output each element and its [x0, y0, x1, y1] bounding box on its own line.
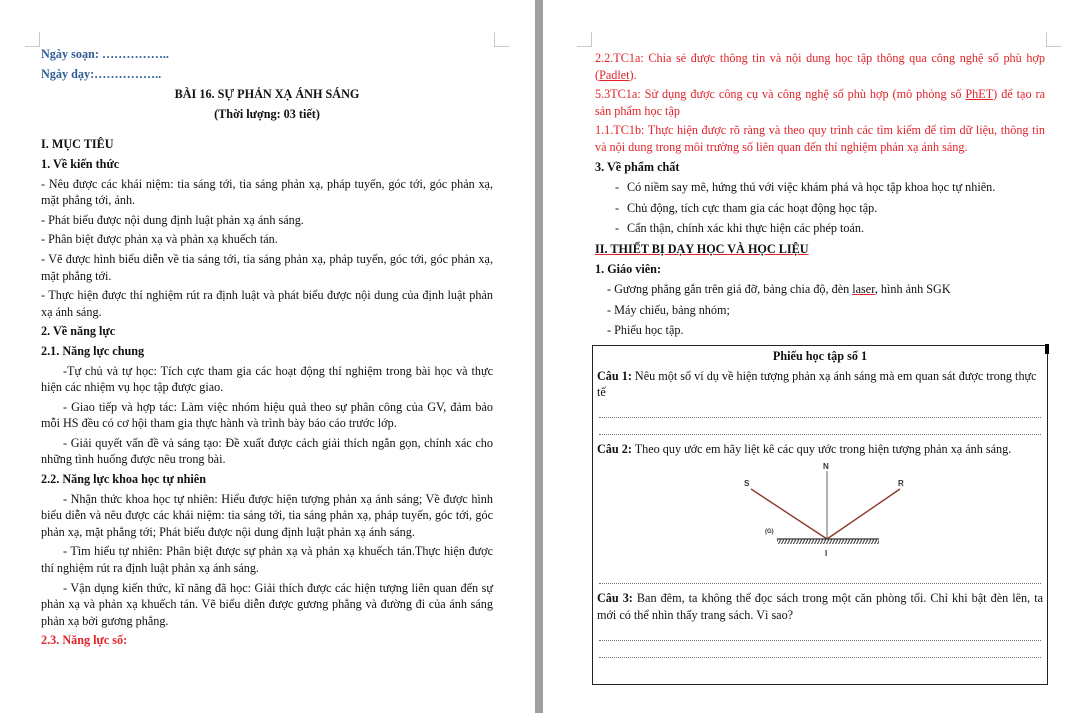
answer-line[interactable]: [599, 641, 1041, 658]
question-3: Câu 3: Ban đêm, ta không thể đọc sách trong một căn phòng tối. Chỉ khi bật đèn lên, ta mới có thể nhìn thấy trang sách. Vì sao?: [597, 591, 1044, 622]
teacher-item: - Máy chiếu, bảng nhóm;: [607, 302, 730, 317]
general-competence-item: -Tự chủ và tự học: Tích cực tham gia các hoạt động thí nghiệm trong bài học và thực hiện các nhiệm vụ học tập được giao.: [41, 363, 493, 395]
general-competence-item: - Giao tiếp và hợp tác: Làm việc nhóm hiệu quả theo sự phân công của GV, đảm bảo mỗi HS đều có cơ hội tham gia thực hành và trình bày báo cáo trước lớp.: [41, 399, 493, 431]
knowledge-item: - Phân biệt được phản xạ và phản xạ khuếch tán.: [41, 232, 278, 247]
heading-digital-competence: 2.3. Năng lực số:: [41, 633, 128, 648]
label-i: I: [825, 549, 828, 559]
heading-general-competence: 2.1. Năng lực chung: [41, 343, 145, 358]
quality-item: - Có niềm say mê, hứng thú với việc khám phá và học tập khoa học tự nhiên.: [595, 179, 1045, 196]
answer-line[interactable]: [599, 401, 1041, 418]
incident-ray: [751, 489, 827, 539]
lesson-duration: (Thời lượng: 03 tiết): [214, 106, 320, 121]
label-r: R: [898, 479, 904, 489]
prep-date: Ngày soạn: ……………..: [41, 47, 169, 61]
knowledge-item: - Phát biểu được nội dung định luật phản xạ ánh sáng.: [41, 212, 304, 227]
reflection-diagram: [727, 461, 927, 561]
general-competence-item: - Giải quyết vấn đề và sáng tạo: Đề xuất được cách giải thích ngắn gọn, chính xác cho những tình huống được nêu trong bài.: [41, 435, 493, 467]
quality-item: - Cẩn thận, chính xác khi thực hiện các phép toán.: [595, 220, 1045, 237]
heading-quality: 3. Về phẩm chất: [595, 159, 680, 174]
heading-competence: 2. Về năng lực: [41, 324, 116, 339]
document-page-left: [0, 0, 535, 713]
science-competence-item: - Nhận thức khoa học tự nhiên: Hiểu được hiện tượng phản xạ ánh sáng; Về được hình biểu diễn và nêu được các khái niệm: tia sáng tới, tia sáng phản xạ, pháp tuyến, góc tới, góc phản xạ, mặt phẳng tới; Phát biểu được nội dung định luật phản xạ ánh sáng.: [41, 491, 493, 539]
teacher-item: - Gương phẳng gắn trên giá đỡ, bảng chia độ, đèn laser, hình ảnh SGK: [607, 282, 951, 297]
science-competence-item: - Tìm hiểu tự nhiên: Phân biệt được sự phản xạ và phản xạ khuếch tán.Thực hiện được thí nghiệm rút ra định luật phản xạ ánh sáng.: [41, 544, 493, 576]
worksheet-title: Phiếu học tập số 1: [772, 349, 868, 363]
teacher-item: - Phiếu học tập.: [607, 323, 684, 338]
mirror-hatch: [777, 539, 879, 544]
teach-date: Ngày dạy:……………..: [41, 66, 162, 81]
reflected-ray: [827, 489, 900, 539]
question-2: Câu 2: Theo quy ước em hãy liệt kê các quy ước trong hiện tượng phản xạ ánh sáng.: [597, 441, 1012, 456]
knowledge-item: - Thực hiện được thí nghiệm rút ra định luật và phát biểu được nội dung của định luật phản xạ ánh sáng.: [41, 288, 493, 319]
heading-equipment: II. THIẾT BỊ DẠY HỌC VÀ HỌC LIỆU: [595, 241, 809, 256]
answer-line[interactable]: [599, 624, 1041, 641]
right-page-content: [595, 50, 1045, 339]
left-page-content: [41, 46, 493, 649]
answer-line[interactable]: [599, 567, 1041, 584]
worksheet-box: [592, 345, 1048, 685]
quality-item: - Chủ động, tích cực tham gia các hoạt động học tập.: [595, 200, 1045, 217]
heading-science-competence: 2.2. Năng lực khoa học tự nhiên: [41, 472, 206, 487]
crop-mark: [577, 32, 592, 47]
question-1: Câu 1: Nêu một số ví dụ về hiện tượng phản xạ ánh sáng mà em quan sát được trong thực tế: [597, 368, 1037, 400]
table-corner-mark: [1045, 344, 1049, 354]
crop-mark: [25, 32, 40, 47]
heading-objectives: I. MỤC TIÊU: [41, 137, 114, 152]
crop-mark: [1046, 32, 1061, 47]
knowledge-item: - Nêu được các khái niệm: tia sáng tới, tia sáng phản xạ, pháp tuyến, góc tới, góc phản xạ, mặt phẳng tới, ảnh.: [41, 176, 493, 208]
digital-competence-item: 5.3TC1a: Sử dụng được công cụ và công nghệ số phù hợp (mô phỏng số PhET) để tạo ra sản phẩm học tập: [595, 87, 1045, 118]
crop-mark: [494, 32, 509, 47]
label-s: S: [744, 479, 750, 489]
digital-competence-item: 2.2.TC1a: Chia sẻ được thông tin và nội dung học tập thông qua công nghệ số phù hợp (Padlet).: [595, 51, 1045, 82]
knowledge-item: - Vẽ được hình biểu diễn về tia sáng tới, tia sáng phản xạ, pháp tuyến, góc tới, góc phản xạ, mặt phẳng tới.: [41, 251, 493, 283]
answer-line[interactable]: [599, 418, 1041, 435]
document-page-right: [543, 0, 1073, 713]
science-competence-item: - Vận dụng kiến thức, kĩ năng đã học: Giải thích được các hiện tượng liên quan đến sự phản xạ và phản xạ khuếch tán. Vẽ biểu diễn được gương phẳng và đường đi của ánh sáng phản xạ bởi gương phẳng.: [41, 580, 493, 628]
lesson-title: BÀI 16. SỰ PHẢN XẠ ÁNH SÁNG: [174, 87, 360, 102]
heading-knowledge: 1. Về kiến thức: [41, 156, 120, 171]
label-g: (G): [765, 529, 774, 536]
digital-competence-item: 1.1.TC1b: Thực hiện được rõ ràng và theo quy trình các tìm kiếm để tìm dữ liệu, thông tin và nội dung trong môi trường số liên quan đến thí nghiệm phản xạ ánh sáng.: [595, 123, 1045, 154]
heading-teacher: 1. Giáo viên:: [595, 261, 662, 276]
label-n: N: [823, 462, 829, 472]
